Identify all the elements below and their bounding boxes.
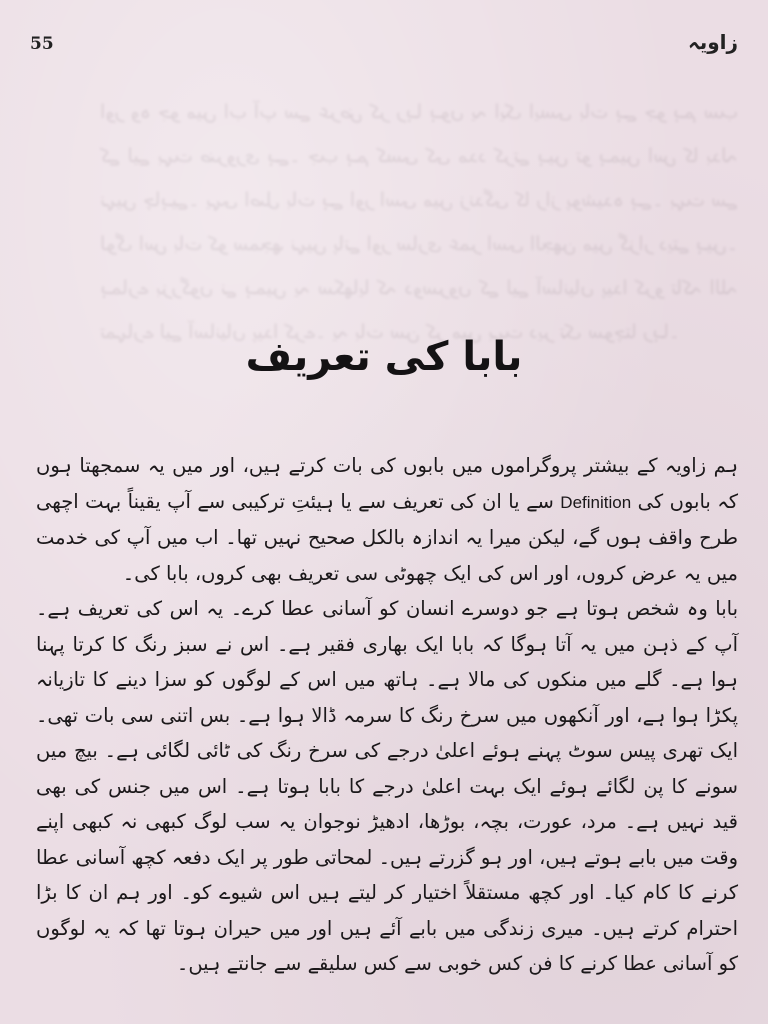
paragraph-2-text: بابا وہ شخص ہوتا ہے جو دوسرے انسان کو آسانی عطا کرے۔ یہ اس کی تعریف ہے۔ آپ کے ذہن میں یہ آتا ہوگا کہ بابا ایک بھاری فقیر ہے۔ اس نے سبز رنگ کا کرتا پہنا ہوا ہے۔ گلے میں منکوں کی مالا ہے۔ ہاتھ میں اس کے لوگوں کو سزا دینے کا تازیانہ پکڑا ہوا ہے، اور آنکھوں میں سرخ رنگ کا سرمہ ڈالا ہوا ہے۔ بس اتنی سی بات تھی۔ ایک تھری پیس سوٹ پہنے ہوئے اعلیٰ درجے کی سرخ رنگ کی ٹائی لگائی ہے۔ بیچ میں سونے کا پن لگائے ہوئے ایک بہت اعلیٰ درجے کا بابا ہوتا ہے۔ اس میں جنس کی بھی قید نہیں ہے۔ مرد، عورت، بچہ، بوڑھا، ادھیڑ نوجوان یہ سب لوگ کبھی نہ کبھی اپنے وقت میں بابے ہوتے ہیں، اور ہو گزرتے ہیں۔ لمحاتی طور پر ایک دفعہ کچھ آسانی عطا کرنے کا کام کیا۔ اور کچھ مستقلاً اختیار کر لیتے ہیں اس شیوے کو۔ اور ہم ان کا بڑا احترام کرتے ہیں۔ میری زندگی میں بابے آئے ہیں اور میں حیران ہوتا تھا کہ یہ لوگوں کو آسانی عطا کرنے کا فن کس خوبی سے کس سلیقے سے جانتے ہیں۔ xyxy=(36,597,738,975)
chapter-title: بابا کی تعریف xyxy=(245,334,523,380)
paragraph-1-text-b: سے یا ان کی تعریف سے یا ہیئتِ ترکیبی سے آپ یقیناً بہت اچھی طرح واقف ہوں گے، لیکن میرا یہ اندازہ بالکل صحیح نہیں تھا۔ اب میں آپ کی خدمت میں یہ عرض کروں، اور اس کی ایک چھوٹی سی تعریف بھی کروں، بابا کی۔ xyxy=(36,489,738,585)
paragraph-1-latin-word: Definition xyxy=(560,492,632,512)
paragraph-2 xyxy=(36,591,738,982)
paragraph-1 xyxy=(36,448,738,591)
bleed-through-text: اور وہ جو میں اب آپ سے عرض کر رہا ہوں یہ ایک ایسی بات ہے جو ہم سب کے لیے بہت ضروری ہے۔ جب ہم کسی کی مدد کرتے ہیں تو ہمیں اس کا بدلہ نہیں چاہیے۔ یہی اصل بات ہے اور اسی میں زندگی کا راز پوشیدہ ہے۔ بہت سے لوگ اس بات کو سمجھ نہیں پاتے اور ساری عمر اسی الجھن میں گزار دیتے ہیں۔ ہمارے بزرگوں نے ہمیں یہ سکھایا کہ دوسروں کے لیے آسانیاں پیدا کرو تاکہ اللہ تمہارے لیے آسانیاں پیدا کرے۔ یہ بات سن کر میں بہت دیر تک سوچتا رہا۔ xyxy=(100,101,738,343)
running-title: زاویہ xyxy=(687,30,738,54)
paragraph-1-text-a: ہم زاویہ کے بیشتر پروگراموں میں بابوں کی بات کرتے ہیں، اور میں یہ سمجھتا ہوں کہ بابوں کی xyxy=(36,454,738,513)
body-text xyxy=(36,448,738,982)
page-number: 55 xyxy=(30,34,54,54)
